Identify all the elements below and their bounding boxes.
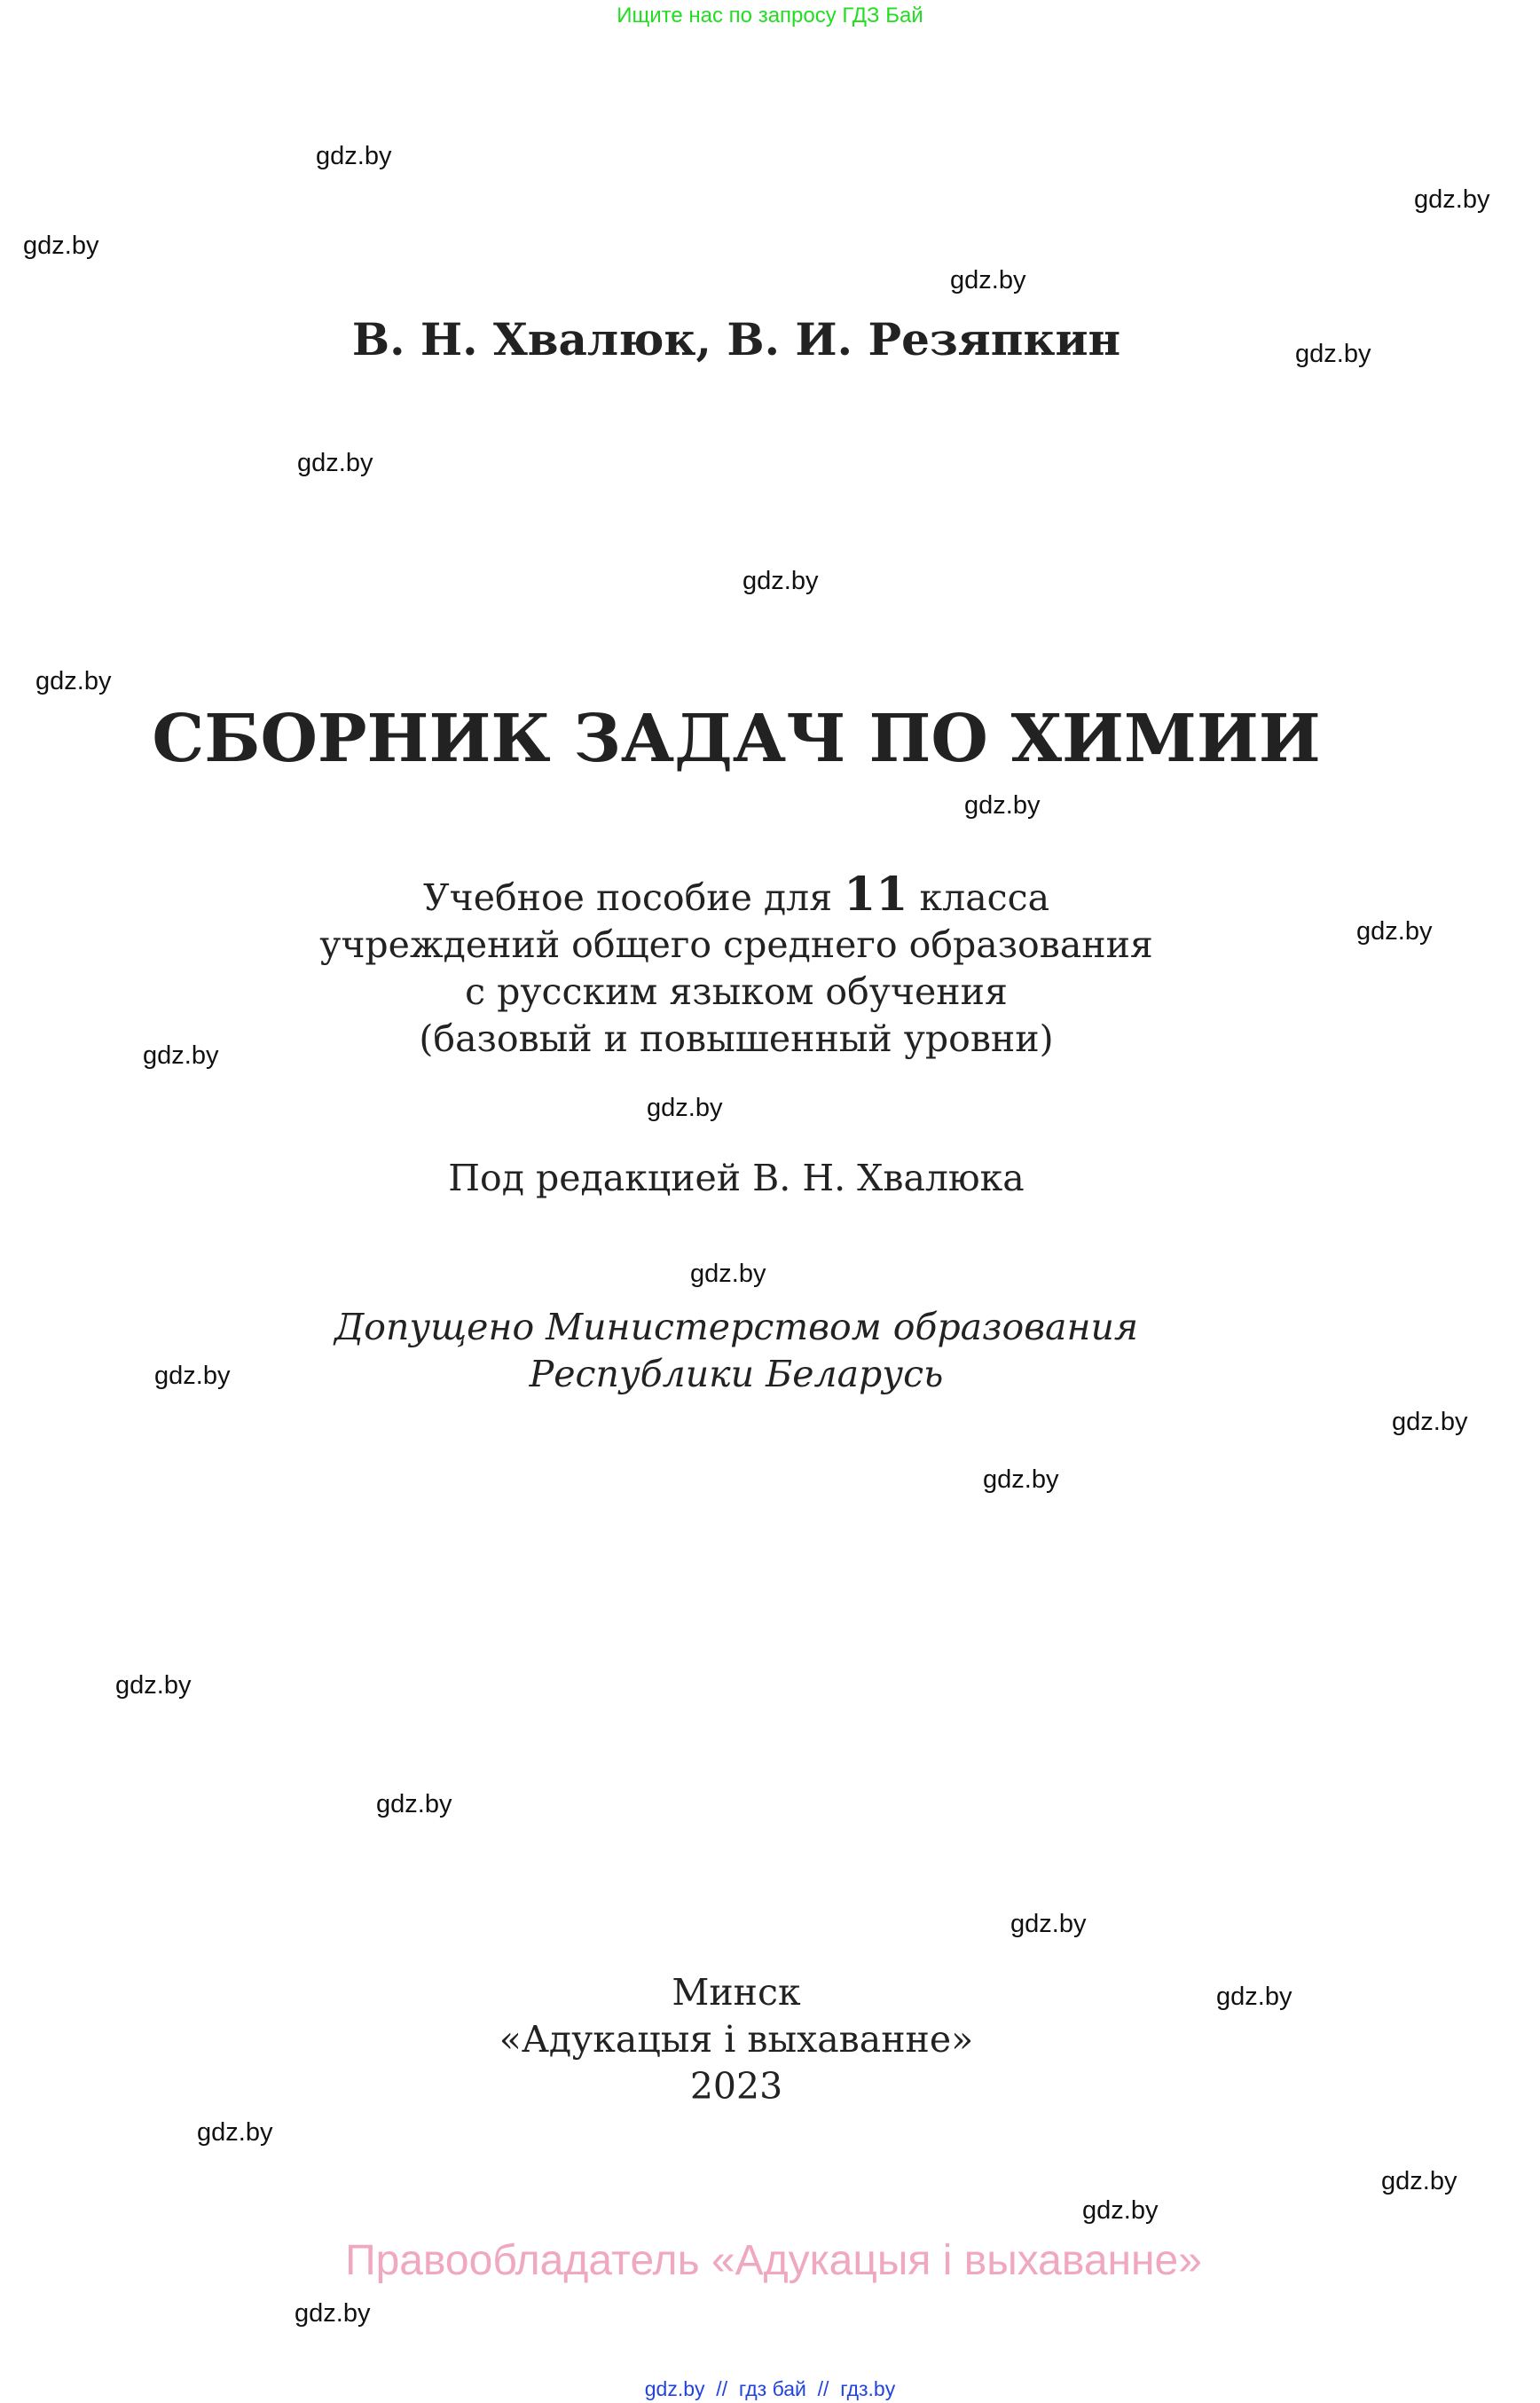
watermark: gdz.by <box>115 1671 192 1700</box>
watermark: gdz.by <box>154 1362 231 1390</box>
subtitle <box>0 868 1473 1063</box>
watermark: gdz.by <box>742 567 819 595</box>
footer-links: gdz.by // гдз бай // гдз.by <box>644 2377 896 2400</box>
authors: В. Н. Хвалюк, В. И. Резяпкин <box>351 313 1121 365</box>
book-title: СБОРНИК ЗАДАЧ ПО ХИМИИ <box>152 701 1321 777</box>
editor: Под редакцией В. Н. Хвалюка <box>448 1157 1025 1199</box>
subtitle-text: класса <box>908 876 1050 919</box>
watermark: gdz.by <box>647 1094 723 1122</box>
watermark: gdz.by <box>197 2118 273 2147</box>
watermark: gdz.by <box>143 1041 219 1070</box>
watermark: gdz.by <box>1082 2196 1159 2225</box>
watermark: gdz.by <box>1295 340 1371 368</box>
top-banner: Ищите нас по запросу ГДЗ Бай <box>617 4 923 27</box>
watermark: gdz.by <box>23 232 99 260</box>
subtitle-line-2: учреждений общего среднего образования <box>319 923 1153 966</box>
publisher-year: 2023 <box>689 2065 783 2108</box>
watermark: gdz.by <box>376 1790 452 1818</box>
watermark: gdz.by <box>1010 1910 1087 1938</box>
copyright-notice: Правообладатель «Адукацыя і выхаванне» <box>345 2237 1202 2284</box>
approval-line-2: Республики Беларусь <box>529 1353 944 1395</box>
watermark: gdz.by <box>950 266 1026 294</box>
watermark: gdz.by <box>964 791 1041 820</box>
watermark: gdz.by <box>316 142 392 170</box>
watermark: gdz.by <box>1381 2167 1458 2195</box>
publisher-name: «Адукацыя і выхаванне» <box>499 2018 974 2061</box>
approval-line-1: Допущено Министерством образования <box>334 1306 1139 1348</box>
watermark: gdz.by <box>35 667 112 695</box>
publisher-city: Минск <box>672 1971 801 2014</box>
watermark: gdz.by <box>690 1260 766 1288</box>
watermark: gdz.by <box>1356 917 1433 946</box>
subtitle-line-3: с русским языком обучения <box>465 970 1008 1013</box>
watermark: gdz.by <box>1392 1408 1468 1436</box>
subtitle-line-1 <box>0 868 1473 922</box>
subtitle-line-4: (базовый и повышенный уровни) <box>419 1017 1054 1060</box>
watermark: gdz.by <box>295 2299 371 2328</box>
watermark: gdz.by <box>1414 185 1490 214</box>
subtitle-text: Учебное пособие для <box>422 876 845 919</box>
grade-number: 11 <box>844 868 908 922</box>
watermark: gdz.by <box>983 1465 1059 1494</box>
watermark: gdz.by <box>297 449 373 477</box>
watermark: gdz.by <box>1216 1983 1292 2011</box>
